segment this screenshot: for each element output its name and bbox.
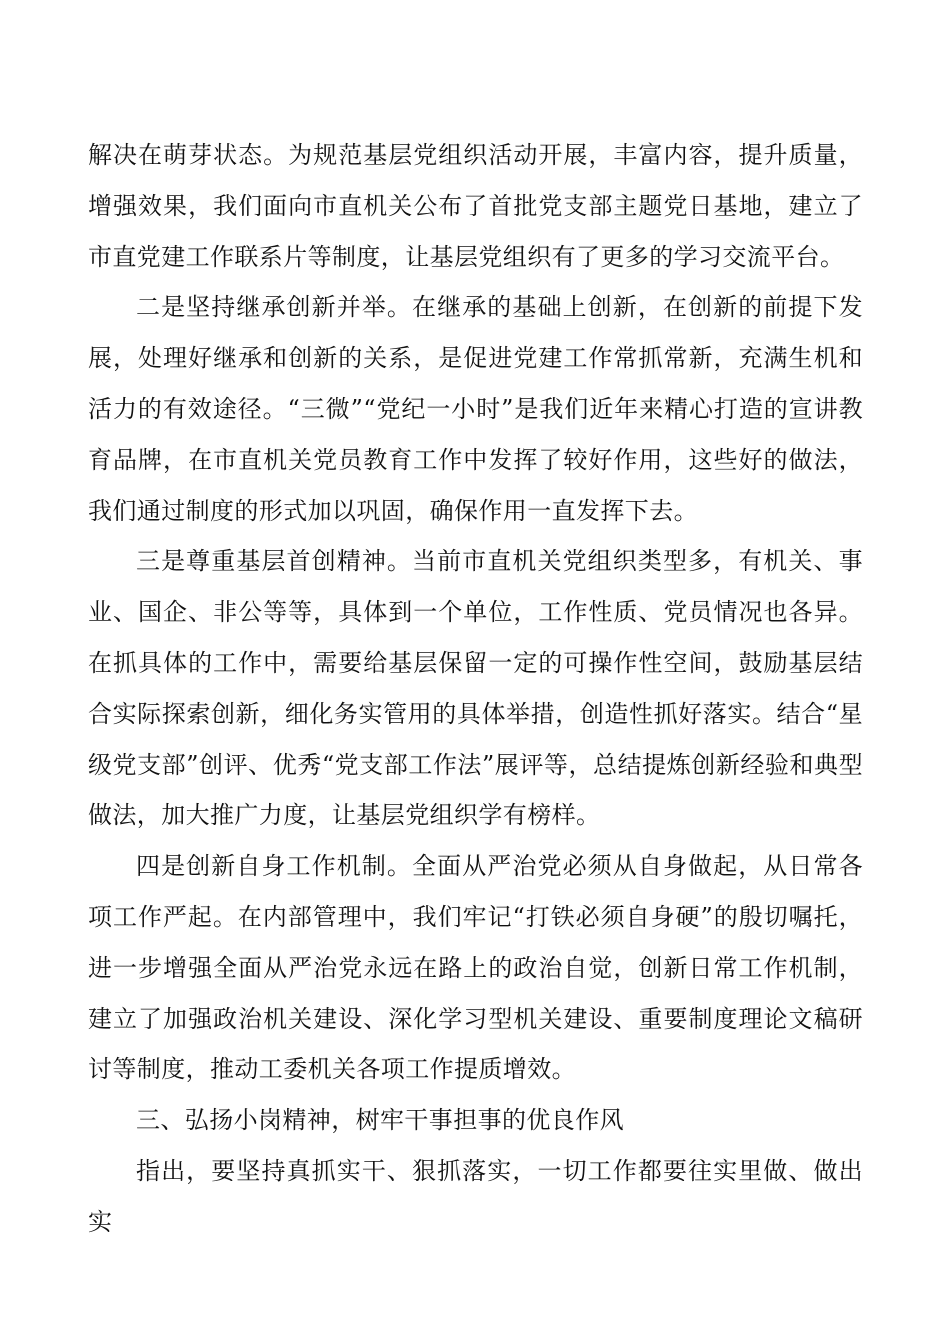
section-heading-xiaogang-spirit: 三、弘扬小岗精神，树牢干事担事的优良作风 [136,1106,624,1135]
paragraph-grassroots-initiative: 三是尊重基层首创精神。当前市直机关党组织类型多，有机关、事业、国企、非公等等，具体到一个单位，工作性质、党员情况也各异。在抓具体的工作中，需要给基层保留一定的可操作性空间，鼓励基层结合实际探索创新，细化务实管用的具体举措，创造性抓好落实。结合“星级党支部”创评、优秀“党支部工作法”展评等，总结提炼创新经验和典型做法，加大推广力度，让基层党组织学有榜样。 [88,547,863,830]
paragraph-inherit-innovate: 二是坚持继承创新并举。在继承的基础上创新，在创新的前提下发展，处理好继承和创新的关系，是促进党建工作常抓常新，充满生机和活力的有效途径。“三微”“党纪一小时”是我们近年来精心打造的宣讲教育品牌，在市直机关党员教育工作中发挥了较好作用，这些好的做法，我们通过制度的形式加以巩固，确保作用一直发挥下去。 [88,293,863,525]
paragraph-work-mechanism: 四是创新自身工作机制。全面从严治党必须从自身做起，从日常各项工作严起。在内部管理中，我们牢记“打铁必须自身硬”的殷切嘱托，进一步增强全面从严治党永远在路上的政治自觉，创新日常工作机制，建立了加强政治机关建设、深化学习型机关建设、重要制度理论文稿研讨等制度，推动工委机关各项工作提质增效。 [88,852,863,1084]
paragraph-continuation: 解决在萌芽状态。为规范基层党组织活动开展，丰富内容，提升质量，增强效果，我们面向市直机关公布了首批党支部主题党日基地，建立了市直党建工作联系片等制度，让基层党组织有了更多的学习交流平台。 [88,141,863,271]
paragraph-pointed-out: 指出，要坚持真抓实干、狠抓落实，一切工作都要往实里做、做出实 [88,1156,863,1236]
document-page [88,130,863,1248]
